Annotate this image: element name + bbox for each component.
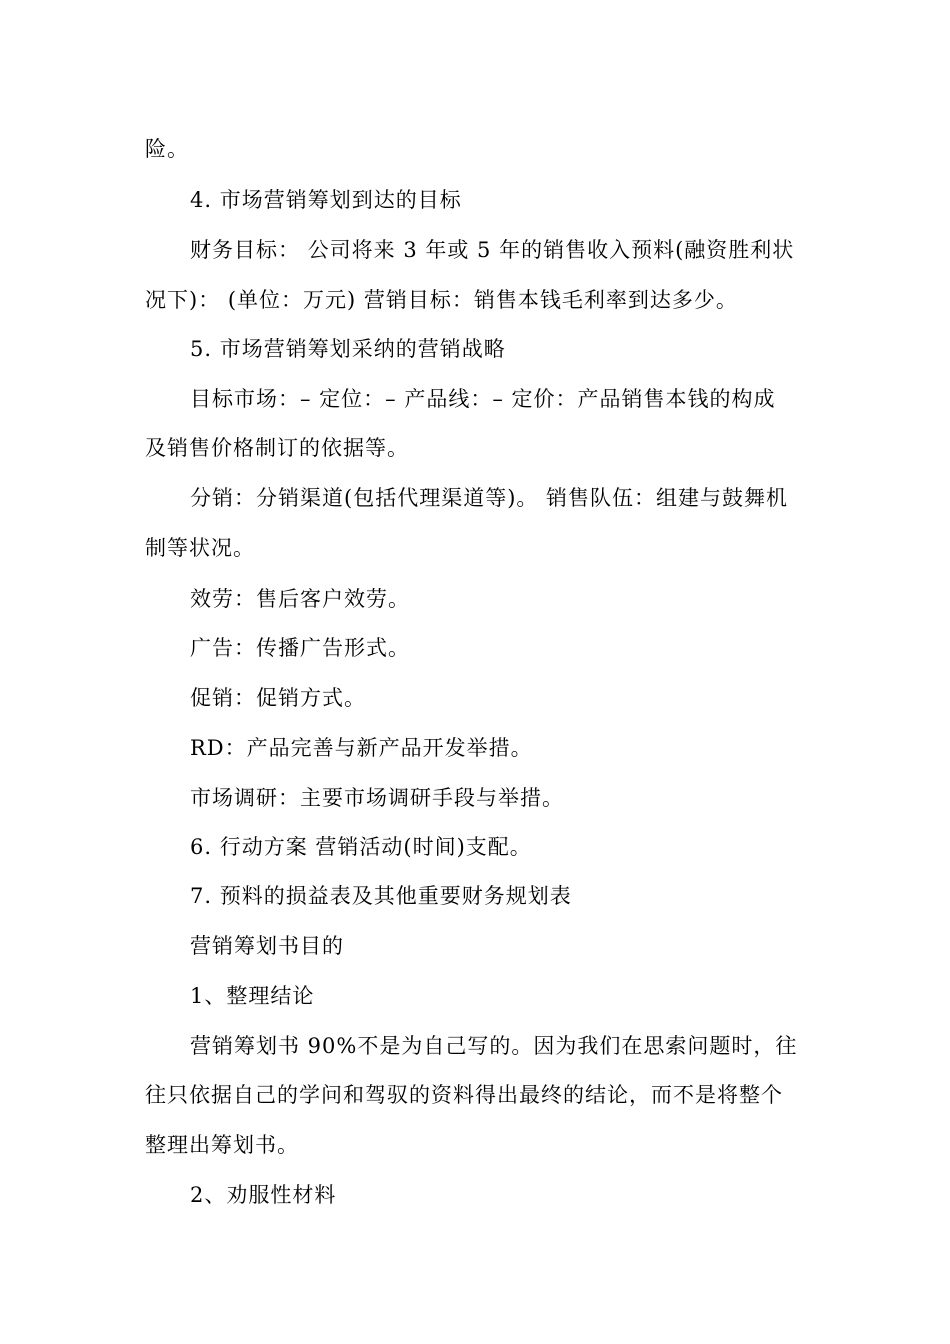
heading-line: 5. 市场营销筹划采纳的营销战略	[190, 337, 506, 361]
heading-line: 7. 预料的损益表及其他重要财务规划表	[190, 884, 572, 908]
text-line: 目标市场：– 定位：– 产品线：– 定价：产品销售本钱的构成	[190, 387, 776, 411]
text-line: RD：产品完善与新产品开发举措。	[190, 736, 533, 760]
text-line: 效劳：售后客户效劳。	[190, 587, 410, 611]
text-line: 分销：分销渠道(包括代理渠道等)。 销售队伍：组建与鼓舞机	[190, 486, 789, 510]
text-line: 营销筹划书 90%不是为自己写的。因为我们在思索问题时，往	[190, 1034, 798, 1058]
heading-line: 营销筹划书目的	[190, 934, 344, 958]
text-line: 财务目标： 公司将来 3 年或 5 年的销售收入预料(融资胜利状	[190, 238, 795, 262]
heading-line: 1、整理结论	[190, 984, 315, 1008]
text-line: 广告：传播广告形式。	[190, 636, 410, 660]
text-line: 险。	[145, 137, 189, 161]
heading-line: 2、劝服性材料	[190, 1183, 337, 1207]
text-line: 市场调研：主要市场调研手段与举措。	[190, 786, 564, 810]
text-line: 制等状况。	[145, 536, 255, 560]
text-line: 及销售价格制订的依据等。	[145, 436, 409, 460]
text-line: 整理出筹划书。	[145, 1133, 299, 1157]
heading-line: 4. 市场营销筹划到达的目标	[190, 188, 462, 212]
text-line: 促销：促销方式。	[190, 686, 366, 710]
heading-line: 6. 行动方案 营销活动(时间)支配。	[190, 835, 532, 859]
text-line: 况下)： (单位：万元) 营销目标：销售本钱毛利率到达多少。	[145, 288, 738, 312]
text-line: 往只依据自己的学问和驾驭的资料得出最终的结论，而不是将整个	[145, 1083, 783, 1107]
